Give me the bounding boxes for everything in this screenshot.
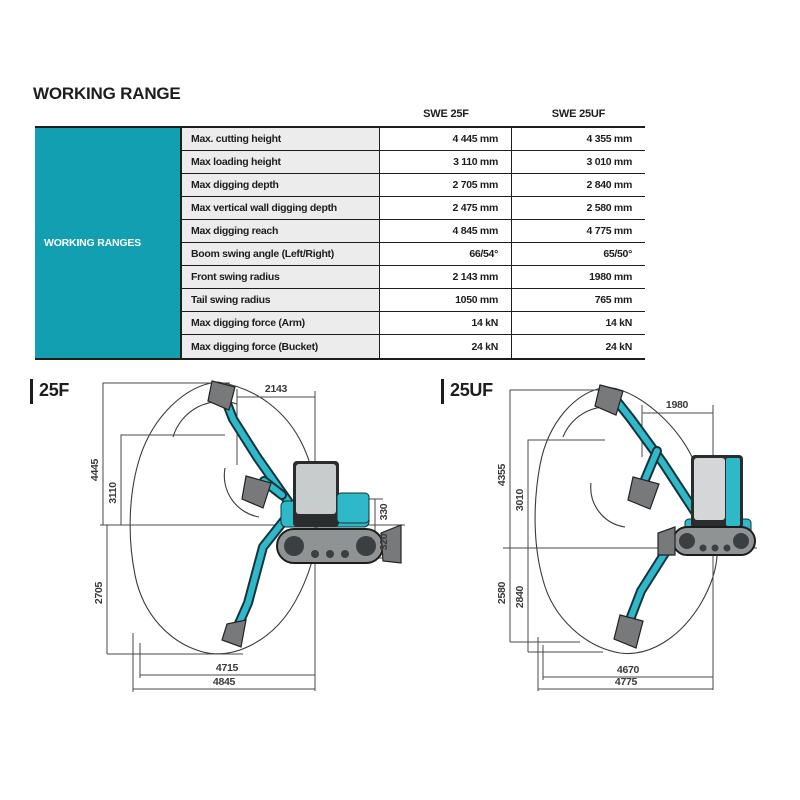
row-value-swe25f: 24 kN — [380, 335, 512, 358]
dim-2143: 2143 — [264, 383, 288, 395]
dim-line-3110 — [121, 435, 225, 525]
label-accent-bar — [30, 379, 33, 404]
dim-3010: 3010 — [514, 488, 526, 512]
row-value-swe25f: 2 475 mm — [380, 197, 512, 220]
dim-1980: 1980 — [665, 399, 689, 411]
row-value-swe25uf: 4 775 mm — [512, 220, 645, 243]
dim-320: 320 — [378, 533, 390, 551]
row-value-swe25f: 4 845 mm — [380, 220, 512, 243]
dim-4445: 4445 — [89, 458, 101, 482]
row-value-swe25uf: 14 kN — [512, 312, 645, 335]
row-value-swe25uf: 24 kN — [512, 335, 645, 358]
engine-hood — [337, 493, 369, 523]
diagram-label-25f — [30, 379, 69, 404]
row-label: Max digging force (Arm) — [180, 312, 380, 335]
dim-4355: 4355 — [496, 463, 508, 487]
row-value-swe25uf: 2 840 mm — [512, 174, 645, 197]
row-value-swe25uf: 4 355 mm — [512, 128, 645, 151]
row-label: Boom swing angle (Left/Right) — [180, 243, 380, 266]
row-label: Max vertical wall digging depth — [180, 197, 380, 220]
diagram-label-text: 25UF — [450, 380, 493, 400]
row-value-swe25uf: 3 010 mm — [512, 151, 645, 174]
row-label: Front swing radius — [180, 266, 380, 289]
row-value-swe25f: 4 445 mm — [380, 128, 512, 151]
working-range-table — [35, 126, 645, 360]
dim-2840: 2840 — [514, 585, 526, 609]
dim-4775: 4775 — [614, 676, 638, 688]
row-label: Max digging depth — [180, 174, 380, 197]
diagram-label-text: 25F — [39, 380, 70, 400]
dozer-blade — [658, 527, 675, 555]
row-value-swe25f: 3 110 mm — [380, 151, 512, 174]
row-value-swe25f: 14 kN — [380, 312, 512, 335]
cab-window — [296, 464, 336, 514]
bucket-low — [222, 620, 246, 647]
working-range-diagram-25uf — [445, 375, 785, 715]
row-value-swe25f: 66/54° — [380, 243, 512, 266]
dim-4670: 4670 — [616, 664, 640, 676]
excavator-25uf — [595, 385, 755, 648]
dim-4715: 4715 — [215, 662, 239, 674]
row-label: Max digging reach — [180, 220, 380, 243]
row-label: Tail swing radius — [180, 289, 380, 312]
row-value-swe25f: 1050 mm — [380, 289, 512, 312]
excavator-25f — [208, 381, 401, 647]
row-label: Max loading height — [180, 151, 380, 174]
row-value-swe25f: 2 705 mm — [380, 174, 512, 197]
dim-3110: 3110 — [107, 482, 119, 504]
cab-rear-panel — [726, 458, 740, 526]
column-header-swe25uf: SWE 25UF — [551, 108, 606, 120]
bucket-low — [614, 615, 643, 648]
dim-4845: 4845 — [212, 676, 236, 688]
row-label: Max digging force (Bucket) — [180, 335, 380, 358]
row-value-swe25uf: 765 mm — [512, 289, 645, 312]
label-accent-bar — [441, 379, 444, 404]
table-column-headers — [35, 108, 645, 126]
dim-line-3010 — [528, 440, 605, 548]
row-value-swe25uf: 65/50° — [512, 243, 645, 266]
dim-2705: 2705 — [93, 581, 105, 605]
bucket-arc — [591, 483, 625, 527]
row-value-swe25uf: 1980 mm — [512, 266, 645, 289]
cab-window — [694, 458, 725, 520]
row-label: Max. cutting height — [180, 128, 380, 151]
dim-line-4355 — [510, 390, 605, 548]
page-title: WORKING RANGE — [33, 84, 181, 103]
dim-2580: 2580 — [496, 581, 508, 605]
dim-line-4445 — [103, 383, 230, 525]
row-value-swe25f: 2 143 mm — [380, 266, 512, 289]
bucket-mid — [628, 477, 659, 509]
column-header-swe25f: SWE 25F — [423, 108, 469, 120]
sidebar-label: WORKING RANGES — [35, 128, 180, 358]
row-value-swe25uf: 2 580 mm — [512, 197, 645, 220]
dim-330: 330 — [378, 503, 390, 521]
working-range-diagram-25f — [85, 375, 435, 715]
